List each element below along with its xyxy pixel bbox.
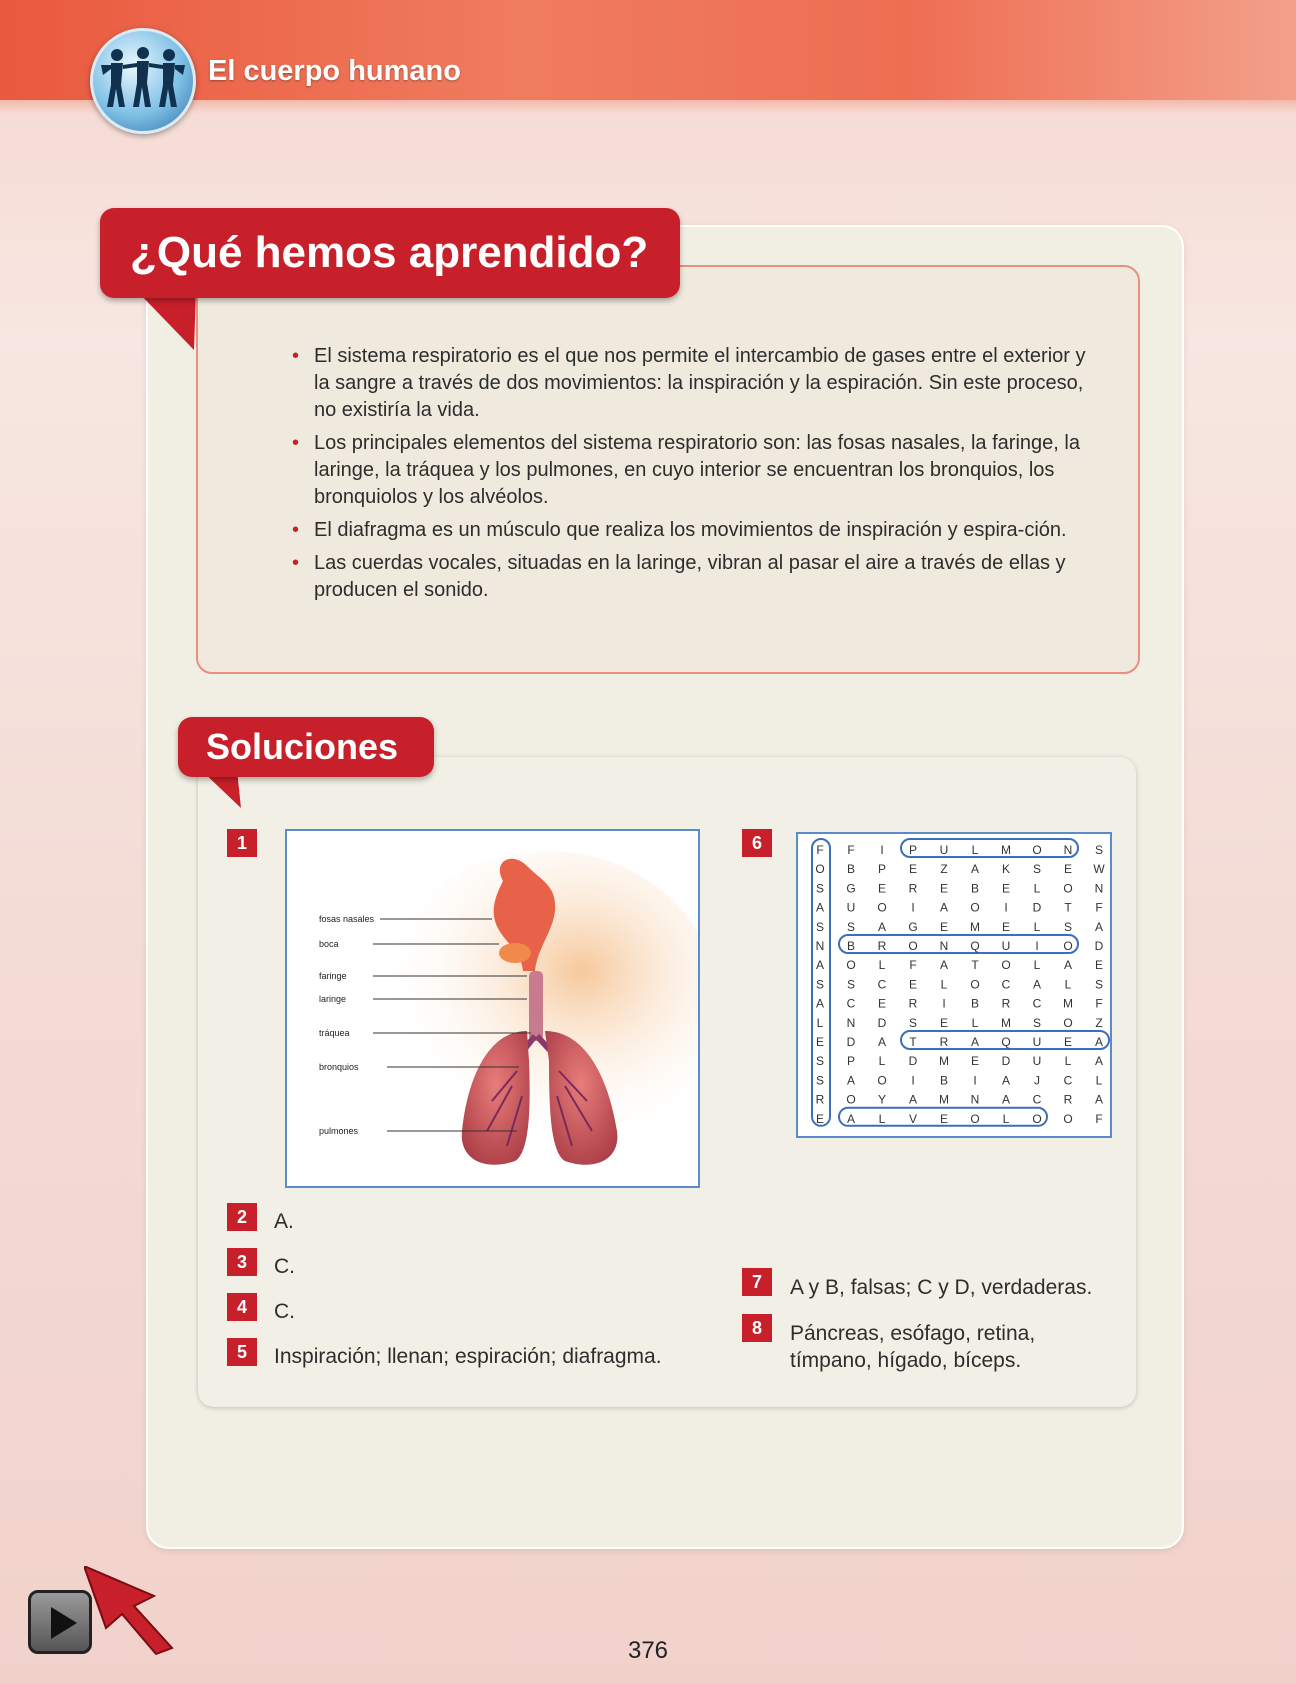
answer-number-7: 7 (742, 1268, 772, 1296)
wordsearch-letter: I (1004, 900, 1008, 915)
diagram-label: boca (319, 939, 339, 949)
wordsearch-letter: A (1001, 1073, 1011, 1088)
wordsearch-letter: M (939, 1092, 949, 1107)
wordsearch-letter: L (1033, 919, 1041, 934)
wordsearch-letter: M (1063, 996, 1073, 1011)
wordsearch-letter: C (1001, 977, 1011, 992)
wordsearch-letter: U (846, 900, 856, 915)
wordsearch-letter: A (1094, 1054, 1104, 1069)
learned-title: ¿Qué hemos aprendido? (100, 208, 680, 298)
wordsearch-letter: E (939, 919, 949, 934)
wordsearch-letter: E (1094, 958, 1104, 973)
wordsearch-letter: R (908, 996, 918, 1011)
answer-number-8: 8 (742, 1314, 772, 1342)
wordsearch-letter: I (973, 1073, 977, 1088)
wordsearch-letter: F (1095, 900, 1103, 915)
wordsearch-letter: L (1033, 881, 1041, 896)
wordsearch-letter: N (1094, 881, 1104, 896)
wordsearch-letter: R (1063, 1092, 1073, 1107)
respiratory-system-diagram (285, 829, 700, 1188)
wordsearch-letter: O (1032, 1111, 1042, 1126)
wordsearch-letter: A (939, 900, 949, 915)
answer-text-5: Inspiración; llenan; espiración; diafragma. (274, 1345, 662, 1368)
wordsearch-letter: L (878, 958, 886, 973)
wordsearch-letter: R (815, 1092, 825, 1107)
wordsearch-letter: A (970, 1035, 980, 1049)
wordsearch-letter: O (1032, 843, 1042, 857)
wordsearch-letter: C (846, 996, 856, 1011)
diagram-label: tráquea (319, 1028, 350, 1038)
wordsearch-letter: L (940, 977, 948, 992)
wordsearch-letter: P (877, 862, 887, 877)
answer-number-6: 6 (742, 829, 772, 857)
wordsearch-letter: D (846, 1035, 856, 1049)
wordsearch-letter: E (939, 1015, 949, 1030)
wordsearch-letter: M (939, 1054, 949, 1069)
bullet-item: • El sistema respiratorio es el que nos permite el intercambio de gases entre el exterior y la sangre a través de dos movimientos: la inspiración y la espiración. Sin este proceso, no existiría la vida. (292, 343, 1092, 424)
bullet-item: • Los principales elementos del sistema respiratorio son: las fosas nasales, la faringe, la laringe, la tráquea y los pulmones, en cuyo interior se encuentran los bronquios, los bronquiolos y los alvéolos. (292, 430, 1092, 511)
wordsearch-letter: O (877, 900, 887, 915)
wordsearch-letter: D (908, 1054, 918, 1069)
wordsearch-letter: N (1063, 843, 1073, 857)
wordsearch-letter: T (1064, 900, 1072, 915)
wordsearch-letter: U (939, 843, 949, 857)
people-holding-hands-icon (90, 28, 196, 134)
wordsearch-letter: I (911, 1073, 915, 1088)
wordsearch-letter: C (1032, 1092, 1042, 1107)
wordsearch-letter: L (1033, 958, 1041, 973)
wordsearch-letter: S (1094, 843, 1104, 857)
wordsearch-letter: I (942, 996, 946, 1011)
wordsearch-letter: F (1095, 1111, 1103, 1126)
wordsearch-letter: M (1001, 843, 1011, 857)
wordsearch-letter: G (908, 919, 918, 934)
wordsearch-letter: E (970, 1054, 980, 1069)
wordsearch-letter: F (847, 843, 855, 857)
wordsearch-letter: O (1063, 939, 1073, 953)
wordsearch-letter: E (939, 881, 949, 896)
wordsearch-letter: O (877, 1073, 887, 1088)
wordsearch-letter: E (1063, 862, 1073, 877)
wordsearch-letter: L (816, 1015, 824, 1030)
learned-bullets (292, 343, 1092, 610)
answer-text-2: A. (274, 1210, 294, 1233)
wordsearch-letter: Z (1095, 1015, 1103, 1030)
wordsearch-letter: S (1032, 862, 1042, 877)
wordsearch-letter: O (1001, 958, 1011, 973)
wordsearch-letter: A (1032, 977, 1042, 992)
wordsearch-letter: A (815, 900, 825, 915)
wordsearch-letter: A (1063, 958, 1073, 973)
wordsearch-letter: S (815, 977, 825, 992)
wordsearch-highlight (901, 839, 1078, 857)
wordsearch-letter: O (1063, 881, 1073, 896)
wordsearch-letter: L (878, 1111, 886, 1126)
wordsearch-letter: K (1001, 862, 1011, 877)
wordsearch-letter: A (846, 1073, 856, 1088)
wordsearch-letter: L (1095, 1073, 1103, 1088)
wordsearch-letter: R (877, 939, 887, 953)
wordsearch-letter: A (939, 958, 949, 973)
wordsearch-letter: A (815, 958, 825, 973)
wordsearch-letter: N (815, 939, 825, 953)
solutions-title: Soluciones (178, 717, 434, 777)
wordsearch-letter: S (815, 881, 825, 896)
wordsearch-letter: D (1001, 1054, 1011, 1069)
wordsearch-letter: S (908, 1015, 918, 1030)
wordsearch-letter: T (971, 958, 979, 973)
wordsearch-letter: A (877, 1035, 887, 1049)
wordsearch-letter: Q (970, 939, 980, 953)
wordsearch-letter: Q (1001, 1035, 1011, 1049)
answer-text-8: Páncreas, esófago, retina, tímpano, hígado, bíceps. (790, 1322, 1036, 1372)
wordsearch-letter: E (877, 881, 887, 896)
wordsearch-letter: R (1001, 996, 1011, 1011)
wordsearch-letter: U (1032, 1035, 1042, 1049)
header-banner-fade (0, 100, 1296, 114)
wordsearch-letter: F (1095, 996, 1103, 1011)
wordsearch-letter: B (970, 881, 980, 896)
bullet-item: • El diafragma es un músculo que realiza los movimientos de inspiración y espira-ción. (292, 517, 1092, 544)
wordsearch-letter: S (1063, 919, 1073, 934)
wordsearch-letter: R (939, 1035, 949, 1049)
wordsearch-letter: L (971, 843, 979, 857)
wordsearch-letter: A (908, 1092, 918, 1107)
wordsearch-letter: S (846, 919, 856, 934)
wordsearch-letter: D (1032, 900, 1042, 915)
wordsearch-letter: A (877, 919, 887, 934)
wordsearch-letter: A (815, 996, 825, 1011)
wordsearch-letter: U (1001, 939, 1011, 953)
answer-number-2: 2 (227, 1203, 257, 1231)
wordsearch-letter: B (939, 1073, 949, 1088)
wordsearch-letter: L (1064, 1054, 1072, 1069)
wordsearch-letter: I (1035, 939, 1039, 953)
answer-text-4: C. (274, 1300, 295, 1323)
wordsearch-letter: S (846, 977, 856, 992)
wordsearch-letter: N (970, 1092, 980, 1107)
answer-number-5: 5 (227, 1338, 257, 1366)
diagram-label: fosas nasales (319, 914, 375, 924)
answer-number-3: 3 (227, 1248, 257, 1276)
wordsearch-letter: E (1001, 881, 1011, 896)
wordsearch-letter: E (877, 996, 887, 1011)
unit-title: El cuerpo humano (208, 55, 461, 87)
wordsearch-letter: C (1063, 1073, 1073, 1088)
answer-number-1: 1 (227, 829, 257, 857)
wordsearch-letter: B (846, 862, 856, 877)
wordsearch-letter: E (815, 1111, 825, 1126)
diagram-label: bronquios (319, 1062, 359, 1072)
wordsearch-letter: F (816, 843, 824, 857)
wordsearch-letter: O (846, 1092, 856, 1107)
diagram-label: faringe (319, 971, 347, 981)
wordsearch-letter: O (908, 939, 918, 953)
wordsearch-letter: L (971, 1015, 979, 1030)
wordsearch-letter: B (970, 996, 980, 1011)
wordsearch-letter: Y (877, 1092, 887, 1107)
wordsearch-letter: S (815, 1054, 825, 1069)
wordsearch-letter: R (908, 881, 918, 896)
wordsearch-letter: I (911, 900, 915, 915)
answer-text-3: C. (274, 1255, 295, 1278)
wordsearch-letter: O (815, 862, 825, 877)
wordsearch-letter: E (815, 1035, 825, 1049)
wordsearch-letter: U (1032, 1054, 1042, 1069)
wordsearch-letter: L (878, 1054, 886, 1069)
wordsearch-letter: A (1094, 1035, 1104, 1049)
wordsearch-letter: N (939, 939, 949, 953)
wordsearch-letter: E (908, 977, 918, 992)
wordsearch-letter: D (877, 1015, 887, 1030)
answer-text-7: A y B, falsas; C y D, verdaderas. (790, 1276, 1093, 1299)
wordsearch-letter: O (970, 900, 980, 915)
wordsearch-letter: O (970, 1111, 980, 1126)
wordsearch-highlight (839, 935, 1078, 953)
wordsearch-letter: J (1034, 1073, 1040, 1088)
wordsearch-letter: O (970, 977, 980, 992)
wordsearch-letter: A (1094, 919, 1104, 934)
wordsearch-letter: A (1094, 1092, 1104, 1107)
wordsearch-letter: A (1001, 1092, 1011, 1107)
wordsearch-letter: T (909, 1035, 917, 1049)
wordsearch-letter: E (908, 862, 918, 877)
wordsearch-letter: G (846, 881, 856, 896)
wordsearch-letter: O (1063, 1111, 1073, 1126)
wordsearch-letter: S (815, 1073, 825, 1088)
wordsearch-letter: M (970, 919, 980, 934)
wordsearch-letter: P (846, 1054, 856, 1069)
wordsearch-letter: F (909, 958, 917, 973)
wordsearch-letter: P (908, 843, 918, 857)
wordsearch-letter: N (846, 1015, 856, 1030)
wordsearch-letter: E (939, 1111, 949, 1126)
wordsearch-letter: B (846, 939, 856, 953)
answer-number-4: 4 (227, 1293, 257, 1321)
wordsearch-letter: I (880, 843, 884, 857)
wordsearch-letter: S (815, 919, 825, 934)
page-number: 376 (627, 1637, 669, 1664)
wordsearch-letter: S (1094, 977, 1104, 992)
wordsearch-letter: M (1001, 1015, 1011, 1030)
diagram-label: laringe (319, 994, 347, 1004)
diagram-label: pulmones (319, 1126, 359, 1136)
wordsearch-letter: V (908, 1111, 918, 1126)
bullet-item: • Las cuerdas vocales, situadas en la laringe, vibran al pasar el aire a través de ellas y producen el sonido. (292, 550, 1092, 604)
wordsearch-letter: O (1063, 1015, 1073, 1030)
wordsearch-letter: E (1001, 919, 1011, 934)
wordsearch-letter: C (877, 977, 887, 992)
wordsearch-letter: S (1032, 1015, 1042, 1030)
wordsearch-letter: W (1093, 862, 1105, 877)
wordsearch-letter: Z (940, 862, 948, 877)
word-search-grid (796, 832, 1112, 1138)
wordsearch-letter: C (1032, 996, 1042, 1011)
wordsearch-letter: A (846, 1111, 856, 1126)
wordsearch-letter: A (970, 862, 980, 877)
wordsearch-letter: O (846, 958, 856, 973)
wordsearch-letter: L (1002, 1111, 1010, 1126)
wordsearch-letter: D (1094, 939, 1104, 953)
wordsearch-letter: L (1064, 977, 1072, 992)
wordsearch-letter: E (1063, 1035, 1073, 1049)
